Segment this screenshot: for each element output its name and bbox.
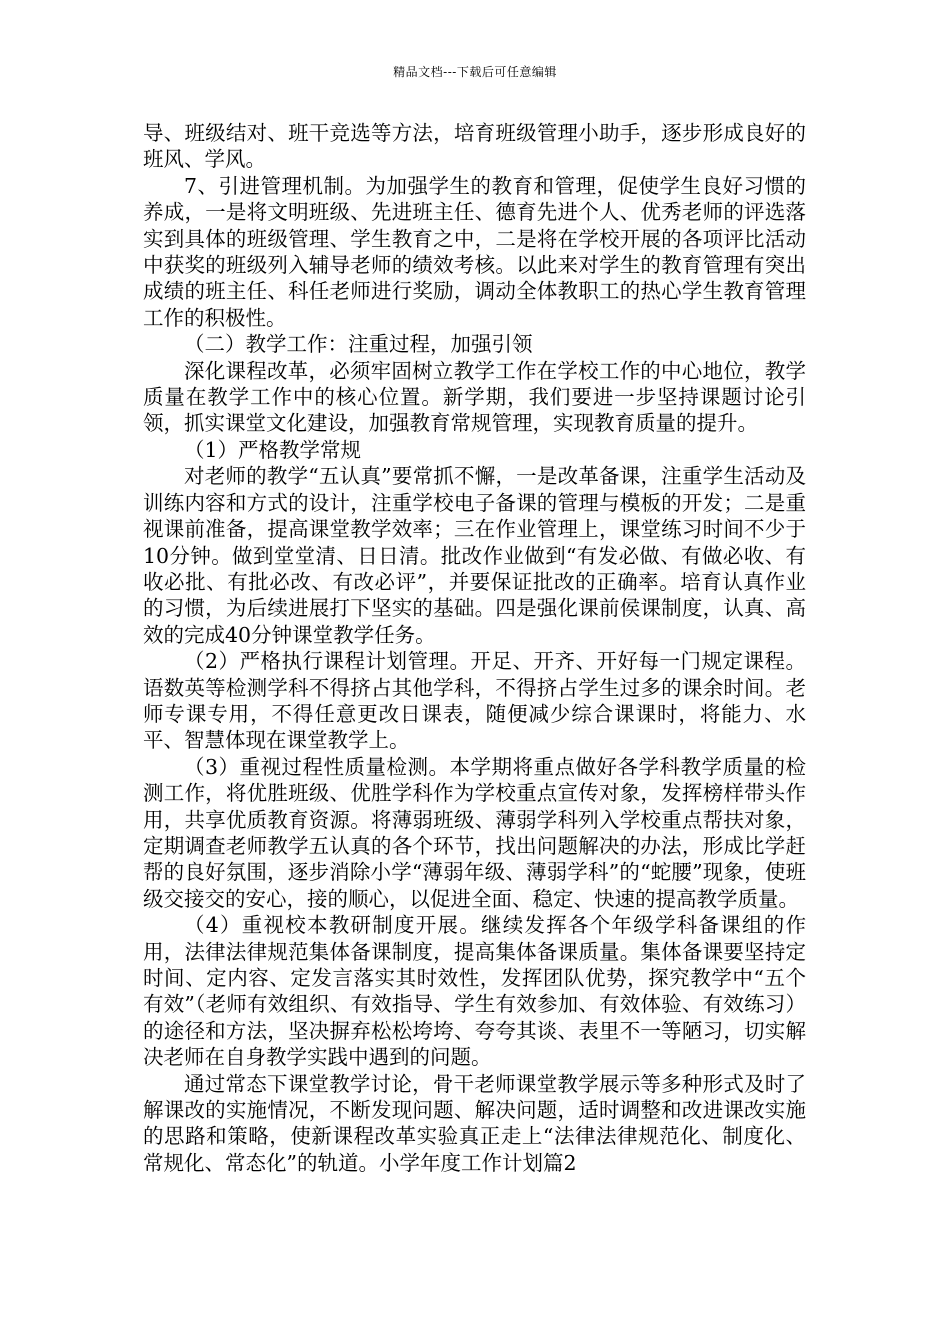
- page-header: 精品文档---下载后可任意编辑: [393, 65, 557, 79]
- section-heading: （二）教学工作：注重过程，加强引领: [184, 332, 533, 357]
- paragraph: 导、班级结对、班干竞选等方法，培育班级管理小助手，逐步形成良好的班风、学风。: [143, 121, 806, 172]
- document-body: [143, 120, 806, 1176]
- paragraph: 对老师的教学“五认真”要常抓不懈，一是改革备课，注重学生活动及训练内容和方式的设计，注重学校电子备课的管理与模板的开发；二是重视课前准备，提高课堂教学效率；三在作业管理上，课堂练习时间不少于10分钟。做到堂堂清、日日清。批改作业做到“有发必做、有做必收、有收必批、有批必改、有改必评”，并要保证批改的正确率。培育认真作业的习惯，为后续进展打下坚实的基础。四是强化课前侯课制度，认真、高效的完成40分钟课堂教学任务。: [143, 464, 806, 647]
- paragraph: 通过常态下课堂教学讨论，骨干老师课堂教学展示等多种形式及时了解课改的实施情况，不断发现问题、解决问题，适时调整和改进课改实施的思路和策略，使新课程改革实验真正走上“法律法律规范化、制度化、常规化、常态化”的轨道。小学年度工作计划篇2: [143, 1071, 806, 1175]
- paragraph: （3）重视过程性质量检测。本学期将重点做好各学科教学质量的检测工作，将优胜班级、优胜学科作为学校重点宣传对象，发挥榜样带头作用，共享优质教育资源。将薄弱班级、薄弱学科列入学校重点帮扶对象，定期调查老师教学五认真的各个环节，找出问题解决的办法，形成比学赶帮的良好氛围，逐步消除小学“薄弱年级、薄弱学科”的“蛇腰”现象，使班级交接交的安心，接的顺心，以促进全面、稳定、快速的提高教学质量。: [143, 754, 806, 911]
- paragraph: 深化课程改革，必须牢固树立教学工作在学校工作的中心地位，教学质量在教学工作中的核心位置。新学期，我们要进一步坚持课题讨论引领，抓实课堂文化建设，加强教育常规管理，实现教育质量的提升。: [143, 358, 806, 436]
- paragraph: （2）严格执行课程计划管理。开足、开齐、开好每一门规定课程。语数英等检测学科不得挤占其他学科，不得挤占学生过多的课余时间。老师专课专用，不得任意更改日课表，随便减少综合课课时，将能力、水平、智慧体现在课堂教学上。: [143, 649, 806, 753]
- paragraph: 7、引进管理机制。为加强学生的教育和管理，促使学生良好习惯的养成，一是将文明班级、先进班主任、德育先进个人、优秀老师的评选落实到具体的班级管理、学生教育之中，二是将在学校开展的各项评比活动中获奖的班级列入辅导老师的绩效考核。以此来对学生的教育管理有突出成绩的班主任、科任老师进行奖励，调动全体教职工的热心学生教育管理工作的积极性。: [143, 173, 806, 330]
- subsection-heading: （1）严格教学常规: [184, 437, 362, 462]
- paragraph: （4）重视校本教研制度开展。继续发挥各个年级学科备课组的作用，法律法律规范集体备课制度，提高集体备课质量。集体备课要坚持定时间、定内容、定发言落实其时效性，发挥团队优势，探究教学中“五个有效”（老师有效组织、有效指导、学生有效参加、有效体验、有效练习）的途径和方法，坚决摒弃松松垮垮、夸夸其谈、表里不一等陋习，切实解决老师在自身教学实践中遇到的问题。: [143, 913, 806, 1070]
